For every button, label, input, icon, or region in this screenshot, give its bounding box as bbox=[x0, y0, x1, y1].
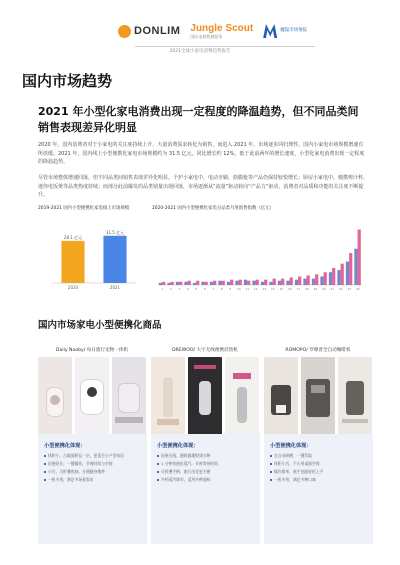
tick-label-4: 4 bbox=[186, 287, 189, 291]
bullet-icon bbox=[44, 455, 46, 457]
bar-series0-3 bbox=[176, 282, 179, 285]
tick-label-19: 19 bbox=[313, 287, 318, 291]
list-item-text: 操作简单，新手也能轻松上手 bbox=[274, 468, 324, 474]
bar-series0-24 bbox=[354, 249, 357, 285]
bullet-icon bbox=[44, 463, 46, 465]
jungle-scout-logo-text: Jungle Scout bbox=[190, 22, 254, 34]
report-subtitle: 2021全球小家电消费趋势报告 bbox=[169, 49, 231, 54]
chart-monthly-index bbox=[152, 205, 367, 296]
list-item bbox=[44, 454, 147, 459]
bar-series1-12 bbox=[256, 280, 259, 285]
brand-banner-icon bbox=[233, 373, 251, 379]
product-title-drewoo: DREWOO/ 大宇无线便携挂烫机 bbox=[172, 348, 238, 353]
bar-series0-20 bbox=[320, 276, 323, 285]
features-box-romopo bbox=[264, 434, 373, 544]
product-image bbox=[225, 357, 259, 437]
list-item bbox=[157, 454, 260, 459]
list-item bbox=[157, 470, 260, 475]
tick-label-14: 14 bbox=[270, 287, 275, 291]
list-item-text: 轻便设计，一键操作，节省时间与空间 bbox=[48, 460, 113, 466]
product-image bbox=[38, 357, 72, 437]
bar-series1-14 bbox=[273, 279, 276, 285]
list-item-text: 可折叠手柄，旅行出差更方便 bbox=[161, 468, 211, 474]
mojing-logo-text: 魔镜市场情报 bbox=[280, 27, 308, 33]
bar-series1-22 bbox=[341, 264, 344, 285]
list-item bbox=[157, 478, 260, 483]
list-item bbox=[44, 478, 147, 483]
tick-label-1: 1 bbox=[161, 287, 164, 291]
bar-series1-21 bbox=[332, 268, 335, 285]
bar-2021 bbox=[103, 236, 126, 283]
chart-market-scale bbox=[38, 205, 146, 296]
bullet-icon bbox=[157, 455, 159, 457]
bar-series1-20 bbox=[324, 272, 327, 285]
bar-series0-5 bbox=[193, 283, 196, 285]
chart-market-scale-title: 2019-2021 国内小型便携化家电线上市场规模 bbox=[38, 206, 130, 211]
bar-series0-7 bbox=[210, 282, 213, 285]
bar-series0-15 bbox=[278, 281, 281, 285]
list-item bbox=[44, 462, 147, 467]
bar-series1-11 bbox=[247, 281, 250, 285]
bar-series0-2 bbox=[167, 283, 170, 285]
bar-series1-4 bbox=[188, 281, 191, 285]
product-image bbox=[151, 357, 185, 437]
product-column-nooby bbox=[38, 347, 146, 437]
bar-series0-22 bbox=[337, 270, 340, 285]
product-images-romopo bbox=[264, 357, 372, 437]
tick-label-21: 21 bbox=[330, 287, 335, 291]
bar-series1-24 bbox=[358, 230, 361, 285]
tick-label-2021: 2021 bbox=[109, 285, 121, 290]
tick-label-18: 18 bbox=[304, 287, 309, 291]
bullet-icon bbox=[44, 471, 46, 473]
bar-series0-19 bbox=[312, 279, 315, 285]
bullet-icon bbox=[270, 479, 272, 481]
tick-label-17: 17 bbox=[296, 287, 301, 291]
coffee-machine-icon bbox=[346, 381, 364, 415]
tick-label-16: 16 bbox=[287, 287, 292, 291]
jungle-scout-logo-subtext: 国际电商数据服务 bbox=[190, 33, 223, 39]
bar-series0-9 bbox=[227, 282, 230, 285]
steamer-icon bbox=[237, 387, 247, 423]
tick-label-13: 13 bbox=[262, 287, 267, 291]
page-header bbox=[0, 0, 400, 64]
bar-series0-8 bbox=[218, 281, 221, 285]
tick-label-6: 6 bbox=[203, 287, 206, 291]
bar-series1-2 bbox=[171, 282, 174, 285]
bar-series0-1 bbox=[159, 283, 162, 285]
tick-label-8: 8 bbox=[220, 287, 223, 291]
bar-series0-23 bbox=[346, 262, 349, 285]
product-images-drewoo bbox=[151, 357, 259, 437]
bullet-icon bbox=[157, 471, 159, 473]
pet-icon bbox=[50, 395, 60, 405]
bar-series1-3 bbox=[179, 282, 182, 285]
bar-series1-15 bbox=[281, 279, 284, 285]
bar-series0-17 bbox=[295, 280, 298, 285]
fabric-icon bbox=[157, 419, 179, 425]
tick-label-15: 15 bbox=[279, 287, 284, 291]
list-item-text: 1 分钟快速出蒸汽，节省等待时间 bbox=[161, 460, 218, 466]
steamer-icon bbox=[199, 381, 211, 415]
tick-label-20: 20 bbox=[321, 287, 326, 291]
tick-label-2: 2 bbox=[169, 287, 172, 291]
bar-series1-23 bbox=[349, 253, 352, 285]
list-item-text: 全自动研磨，一键萃取 bbox=[274, 453, 312, 458]
chart-monthly-index-svg bbox=[152, 213, 367, 296]
bullet-icon bbox=[270, 455, 272, 457]
paragraph-market-scale: 2020 年，国内消费者对于小家电的关注度持续上升，大量消费需求转化为销售，而进入 2021 年，市场逐步回归理性，国内小家电市场规模增速有所放缓。2021 年，国内线上小型便携化家电市场规模约为 31.5 亿元，同比增长约 12%，低于此前两年的增长速度，小型化家电消费出现一定程度的降温趋势。 bbox=[38, 142, 365, 166]
product-image bbox=[301, 357, 335, 437]
bullet-icon bbox=[270, 471, 272, 473]
tick-label-9: 9 bbox=[229, 287, 232, 291]
bar-series1-18 bbox=[307, 275, 310, 285]
product-title-romopo: ROMOPO/ 罗摩普全自动咖啡机 bbox=[285, 348, 351, 353]
tick-label-10: 10 bbox=[236, 287, 241, 291]
bar-series1-16 bbox=[290, 278, 293, 285]
product-title-nooby: Daily Nooby/ 每日旅行宠物一体机 bbox=[55, 348, 129, 353]
bar-series0-13 bbox=[261, 282, 264, 285]
bullet-icon bbox=[270, 463, 272, 465]
product-image bbox=[188, 357, 222, 437]
bar-series1-5 bbox=[196, 281, 199, 285]
chart-monthly-index-title: 2020-2021 国内小型便携化家电分品类月度销售指数（亿元） bbox=[152, 206, 274, 211]
pet-dryer-window-icon bbox=[87, 387, 97, 397]
base-icon bbox=[115, 417, 143, 423]
section-title-domestic-trends: 国内市场趋势 bbox=[22, 72, 113, 90]
paragraph-category-diff: 尽管市场整体增速回落，但不同品类间销售表现差异化明显。个护小家电中，电动牙刷、筋膜枪等产品仍保持较快增长；厨房小家电中，便携榨汁杯、迷你电饭煲等品类热度持续；而部分此前爆发的品类销量出现回落，市场逐渐从“流量”驱动转向“产品力”驱动，消费者对品质和功能的关注度不断提升。 bbox=[38, 175, 369, 199]
product-image bbox=[112, 357, 146, 437]
bullet-icon bbox=[44, 479, 46, 481]
table-icon bbox=[342, 419, 368, 423]
features-title: 小型便携化体现： bbox=[270, 443, 312, 449]
list-item bbox=[270, 478, 373, 483]
steamer-icon bbox=[163, 377, 173, 417]
list-item bbox=[44, 470, 147, 475]
list-item bbox=[270, 462, 373, 467]
features-title: 小型便携化体现： bbox=[157, 443, 199, 449]
bar-series0-6 bbox=[201, 282, 204, 285]
tick-label-22: 22 bbox=[338, 287, 343, 291]
section-headline: 2021 年小型化家电消费出现一定程度的降温趋势，但不同品类间销售表现差异化明显 bbox=[38, 105, 359, 134]
bar-series1-17 bbox=[298, 276, 301, 285]
header-divider bbox=[135, 46, 315, 47]
tick-label-3: 3 bbox=[178, 287, 181, 291]
list-item-text: 一机多用，满足多场景需求 bbox=[48, 476, 94, 482]
bar-series1-13 bbox=[264, 280, 267, 285]
bar-series0-14 bbox=[269, 282, 272, 285]
tick-label-7: 7 bbox=[212, 287, 215, 291]
product-images-nooby bbox=[38, 357, 146, 437]
jungle-scout-logo bbox=[190, 24, 253, 39]
brand-banner-icon bbox=[194, 365, 216, 369]
list-item-text: 体积小，占地面积仅一层，更适合小户型家居 bbox=[48, 453, 124, 458]
list-item bbox=[270, 470, 373, 475]
data-label-2021: 31.5 亿元 bbox=[105, 229, 125, 235]
mojing-logo bbox=[263, 24, 307, 38]
product-column-romopo bbox=[264, 347, 372, 437]
bar-series0-18 bbox=[303, 279, 306, 285]
bar-series0-10 bbox=[235, 281, 238, 285]
tick-label-24: 24 bbox=[355, 287, 360, 291]
list-item-text: 轻便无线，随时随地熨烫衣物 bbox=[161, 453, 211, 458]
features-box-nooby bbox=[38, 434, 147, 544]
bar-series1-7 bbox=[213, 281, 216, 285]
list-item-text: 小巧，可折叠收纳，方便随身携带 bbox=[48, 468, 105, 474]
features-box-drewoo bbox=[151, 434, 260, 544]
cup-icon bbox=[276, 405, 286, 413]
partner-logos bbox=[118, 20, 318, 42]
mojing-mark-icon bbox=[263, 24, 277, 38]
tick-label-12: 12 bbox=[253, 287, 258, 291]
bar-series1-19 bbox=[315, 274, 318, 285]
list-item bbox=[270, 454, 373, 459]
pet-dryer-icon bbox=[80, 379, 104, 415]
donlim-mark-icon bbox=[118, 25, 131, 38]
donlim-logo-text: DONLIM bbox=[134, 25, 181, 37]
pet-dryer-icon bbox=[118, 383, 140, 413]
bullet-icon bbox=[157, 479, 159, 481]
bar-series0-21 bbox=[329, 272, 332, 285]
product-column-drewoo bbox=[151, 347, 259, 437]
product-image bbox=[264, 357, 298, 437]
product-image bbox=[75, 357, 109, 437]
bar-series1-10 bbox=[239, 280, 242, 285]
tick-label-5: 5 bbox=[195, 287, 198, 291]
list-item-text: 一机多用，满足多种口味 bbox=[274, 476, 316, 482]
tick-label-2020: 2020 bbox=[67, 285, 79, 290]
features-title: 小型便携化体现： bbox=[44, 443, 86, 449]
display-icon bbox=[311, 385, 325, 393]
bar-series0-12 bbox=[252, 281, 255, 285]
donlim-logo bbox=[118, 25, 180, 38]
product-image bbox=[338, 357, 372, 437]
bar-series1-6 bbox=[205, 282, 208, 285]
tick-label-11: 11 bbox=[245, 287, 250, 291]
tick-label-23: 23 bbox=[347, 287, 352, 291]
bar-series1-9 bbox=[230, 280, 233, 285]
bar-series0-16 bbox=[286, 281, 289, 285]
chart-market-scale-svg bbox=[38, 213, 146, 296]
bar-series0-4 bbox=[184, 282, 187, 285]
bullet-icon bbox=[157, 463, 159, 465]
bar-series0-11 bbox=[244, 280, 247, 285]
list-item-text: 体积小巧，不占用桌面空间 bbox=[274, 460, 320, 466]
section-title-portable-products: 国内市场家电小型便携化商品 bbox=[38, 320, 162, 331]
bar-2020 bbox=[61, 241, 84, 283]
list-item-text: 多档蒸汽调节，适用多种面料 bbox=[161, 476, 211, 482]
list-item bbox=[157, 462, 260, 467]
bar-series1-8 bbox=[222, 281, 225, 285]
bar-series1-1 bbox=[162, 282, 165, 285]
data-label-2020: 28.1 亿元 bbox=[63, 234, 83, 240]
